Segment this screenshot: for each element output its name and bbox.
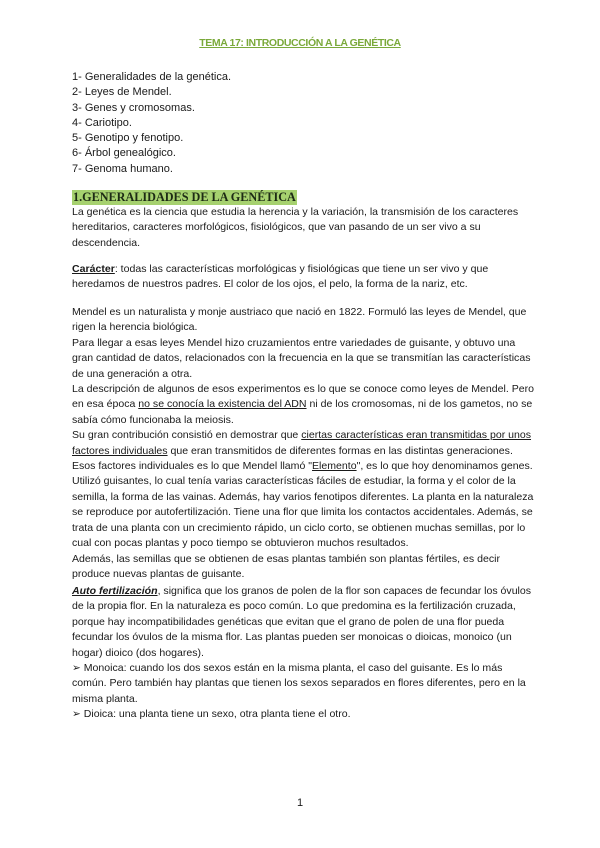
intro-text: La genética es la ciencia que estudia la herencia y la variación, la transmisión de los caracteres hereditarios, caracteres morfológicos, fisiológicos, que van pasando de un ser vivo a su descendencia. <box>72 206 519 249</box>
mendel-4-text-end: ", es lo que hoy denominamos genes. <box>356 460 533 473</box>
guisantes-paragraph: Utilizó guisantes, lo cual tenía varias características fáciles de estudiar, la forma y el color de la semilla, la forma de las vainas. Además, hay varios fenotipos diferentes. La planta en la naturaleza se reproduce por autofertilización. Tiene una flor que limita los contactos accidentales. Además, se trata de una planta con un crecimiento rápido, un ciclo corto, se obtienen muchas semillas, por lo cual con pocas plantas y poco tiempo se obtuvieron muchos resultados. <box>72 475 534 550</box>
section-heading: 1.GENERALIDADES DE LA GENÉTICA <box>73 190 296 204</box>
toc-item: 1- Generalidades de la genética. <box>72 71 231 83</box>
mendel-3-underlined: no se conocía la existencia del ADN <box>138 398 307 411</box>
table-of-contents <box>72 70 231 177</box>
toc-item: 2- Leyes de Mendel. <box>72 86 172 99</box>
elemento-term: Elemento <box>312 460 357 473</box>
autofertilizacion-text: , significa que los granos de polen de la flor son capaces de fecundar los óvulos de la propia flor. En la naturaleza es poco común. Lo que predomina es la fertilización cruzada, porque hay incompatibilidades genéticas que evitan que el grano de polen de una flor pueda fecundar los óvulos de la misma flor. Las plantas pueden ser monoicas o dioicas, monoico (un hogar) dioico (dos hogares). <box>72 585 532 659</box>
autofertilizacion-term: Auto fertilización <box>72 585 158 597</box>
intro-paragraph <box>72 205 534 251</box>
caracter-definition: : todas las características morfológicas y fisiológicas que tiene un ser vivo y que heredamos de nuestros padres. El color de los ojos, el pelo, la forma de la nariz, etc. <box>72 263 489 291</box>
toc-item: 3- Genes y cromosomas. <box>72 101 195 114</box>
mendel-4-text-mid: que eran transmitidos de diferentes formas en las distintas generaciones. Esos factores individuales es lo que Mendel llamó " <box>72 444 513 473</box>
mendel-4-underlined: ciertas características eran transmitidas por unos factores individuales <box>72 429 532 457</box>
mendel-paragraph-4 <box>72 428 534 474</box>
page-number: 1 <box>296 797 304 809</box>
mendel-3-text-end: ni de los cromosomas, ni de los gametos, no se sabía cómo funcionaba la meiosis. <box>72 398 533 426</box>
mendel-section <box>72 305 534 582</box>
toc-item: 6- Árbol genealógico. <box>72 147 176 160</box>
mendel-4-text: Su gran contribución consistió en demostrar que <box>72 429 302 442</box>
toc-item: 7- Genoma humano. <box>72 162 173 175</box>
monoica-item: ➢ Monoica: cuando los dos sexos están en la misma planta, el caso del guisante. Es lo más común. Pero también hay plantas que tienen los sexos separados en flores diferentes, pero en la misma planta. <box>72 662 526 705</box>
caracter-term: Carácter <box>72 263 115 275</box>
toc-item: 4- Cariotipo. <box>72 116 132 129</box>
mendel-3-text: La descripción de algunos de esos experimentos es lo que se conoce como leyes de Mendel. Pero en esa época <box>72 383 534 411</box>
mendel-paragraph-2: Para llegar a esas leyes Mendel hizo cruzamientos entre variedades de guisante, y obtuvo una gran cantidad de datos, relacionados con la frecuencia en la que se transmitían las características de una generación a otra. <box>72 336 531 380</box>
autofertilizacion-section <box>72 584 534 723</box>
semillas-paragraph: Además, las semillas que se obtienen de esas plantas también son plantas fértiles, es decir produce nuevas plantas de guisante. <box>72 552 500 580</box>
mendel-paragraph-1: Mendel es un naturalista y monje austriaco que nació en 1822. Formuló las leyes de Mendel, que rigen la herencia biológica. <box>72 306 527 334</box>
toc-item: 5- Genotipo y fenotipo. <box>72 132 184 145</box>
caracter-paragraph <box>72 262 534 293</box>
autofertilizacion-paragraph <box>72 584 534 661</box>
dioica-item: ➢ Dioica: una planta tiene un sexo, otra planta tiene el otro. <box>72 708 351 721</box>
mendel-paragraph-3 <box>72 382 534 428</box>
document-title: TEMA 17: INTRODUCCIÓN A LA GENÉTICA <box>199 37 401 49</box>
